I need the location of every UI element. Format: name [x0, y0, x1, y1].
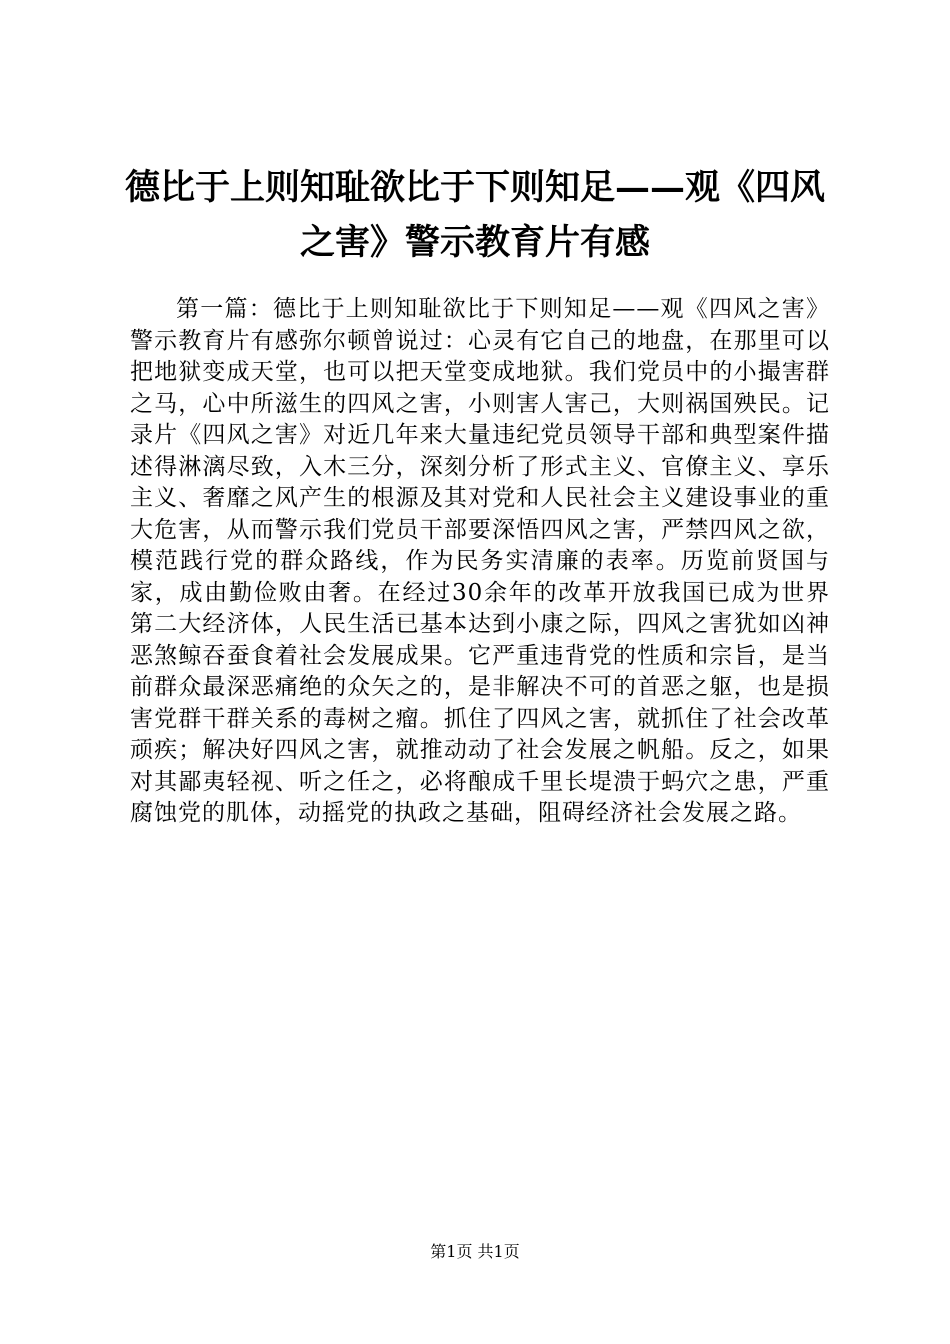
document-title: 德比于上则知耻欲比于下则知足——观《四风之害》警示教育片有感: [124, 167, 825, 263]
page-footer: 第1页 共1页: [430, 1242, 520, 1261]
document-body: 第一篇：德比于上则知耻欲比于下则知足——观《四风之害》警示教育片有感弥尔顿曾说过：心灵有它自己的地盘，在那里可以把地狱变成天堂，也可以把天堂变成地狱。我们党员中的小撮害群之马，心中所滋生的四风之害，小则害人害己，大则祸国殃民。记录片《四风之害》对近几年来大量违纪党员领导干部和典型案件描述得淋漓尽致，入木三分，深刻分析了形式主义、官僚主义、享乐主义、奢靡之风产生的根源及其对党和人民社会主义建设事业的重大危害，从而警示我们党员干部要深悟四风之害，严禁四风之欲，模范践行党的群众路线，作为民务实清廉的表率。历览前贤国与家，成由勤俭败由奢。在经过30余年的改革开放我国已成为世界第二大经济体，人民生活已基本达到小康之际，四风之害犹如凶神恶煞鲸吞蚕食着社会发展成果。它严重违背党的性质和宗旨，是当前群众最深恶痛绝的众矢之的，是非解决不可的首恶之躯，也是损害党群干群关系的毒树之瘤。抓住了四风之害，就抓住了社会改革顽疾；解决好四风之害，就推动动了社会发展之帆船。反之，如果对其鄙夷轻视、听之任之，必将酿成千里长堤溃于蚂穴之患，严重腐蚀党的肌体，动摇党的执政之基础，阻碍经济社会发展之路。: [130, 296, 830, 826]
